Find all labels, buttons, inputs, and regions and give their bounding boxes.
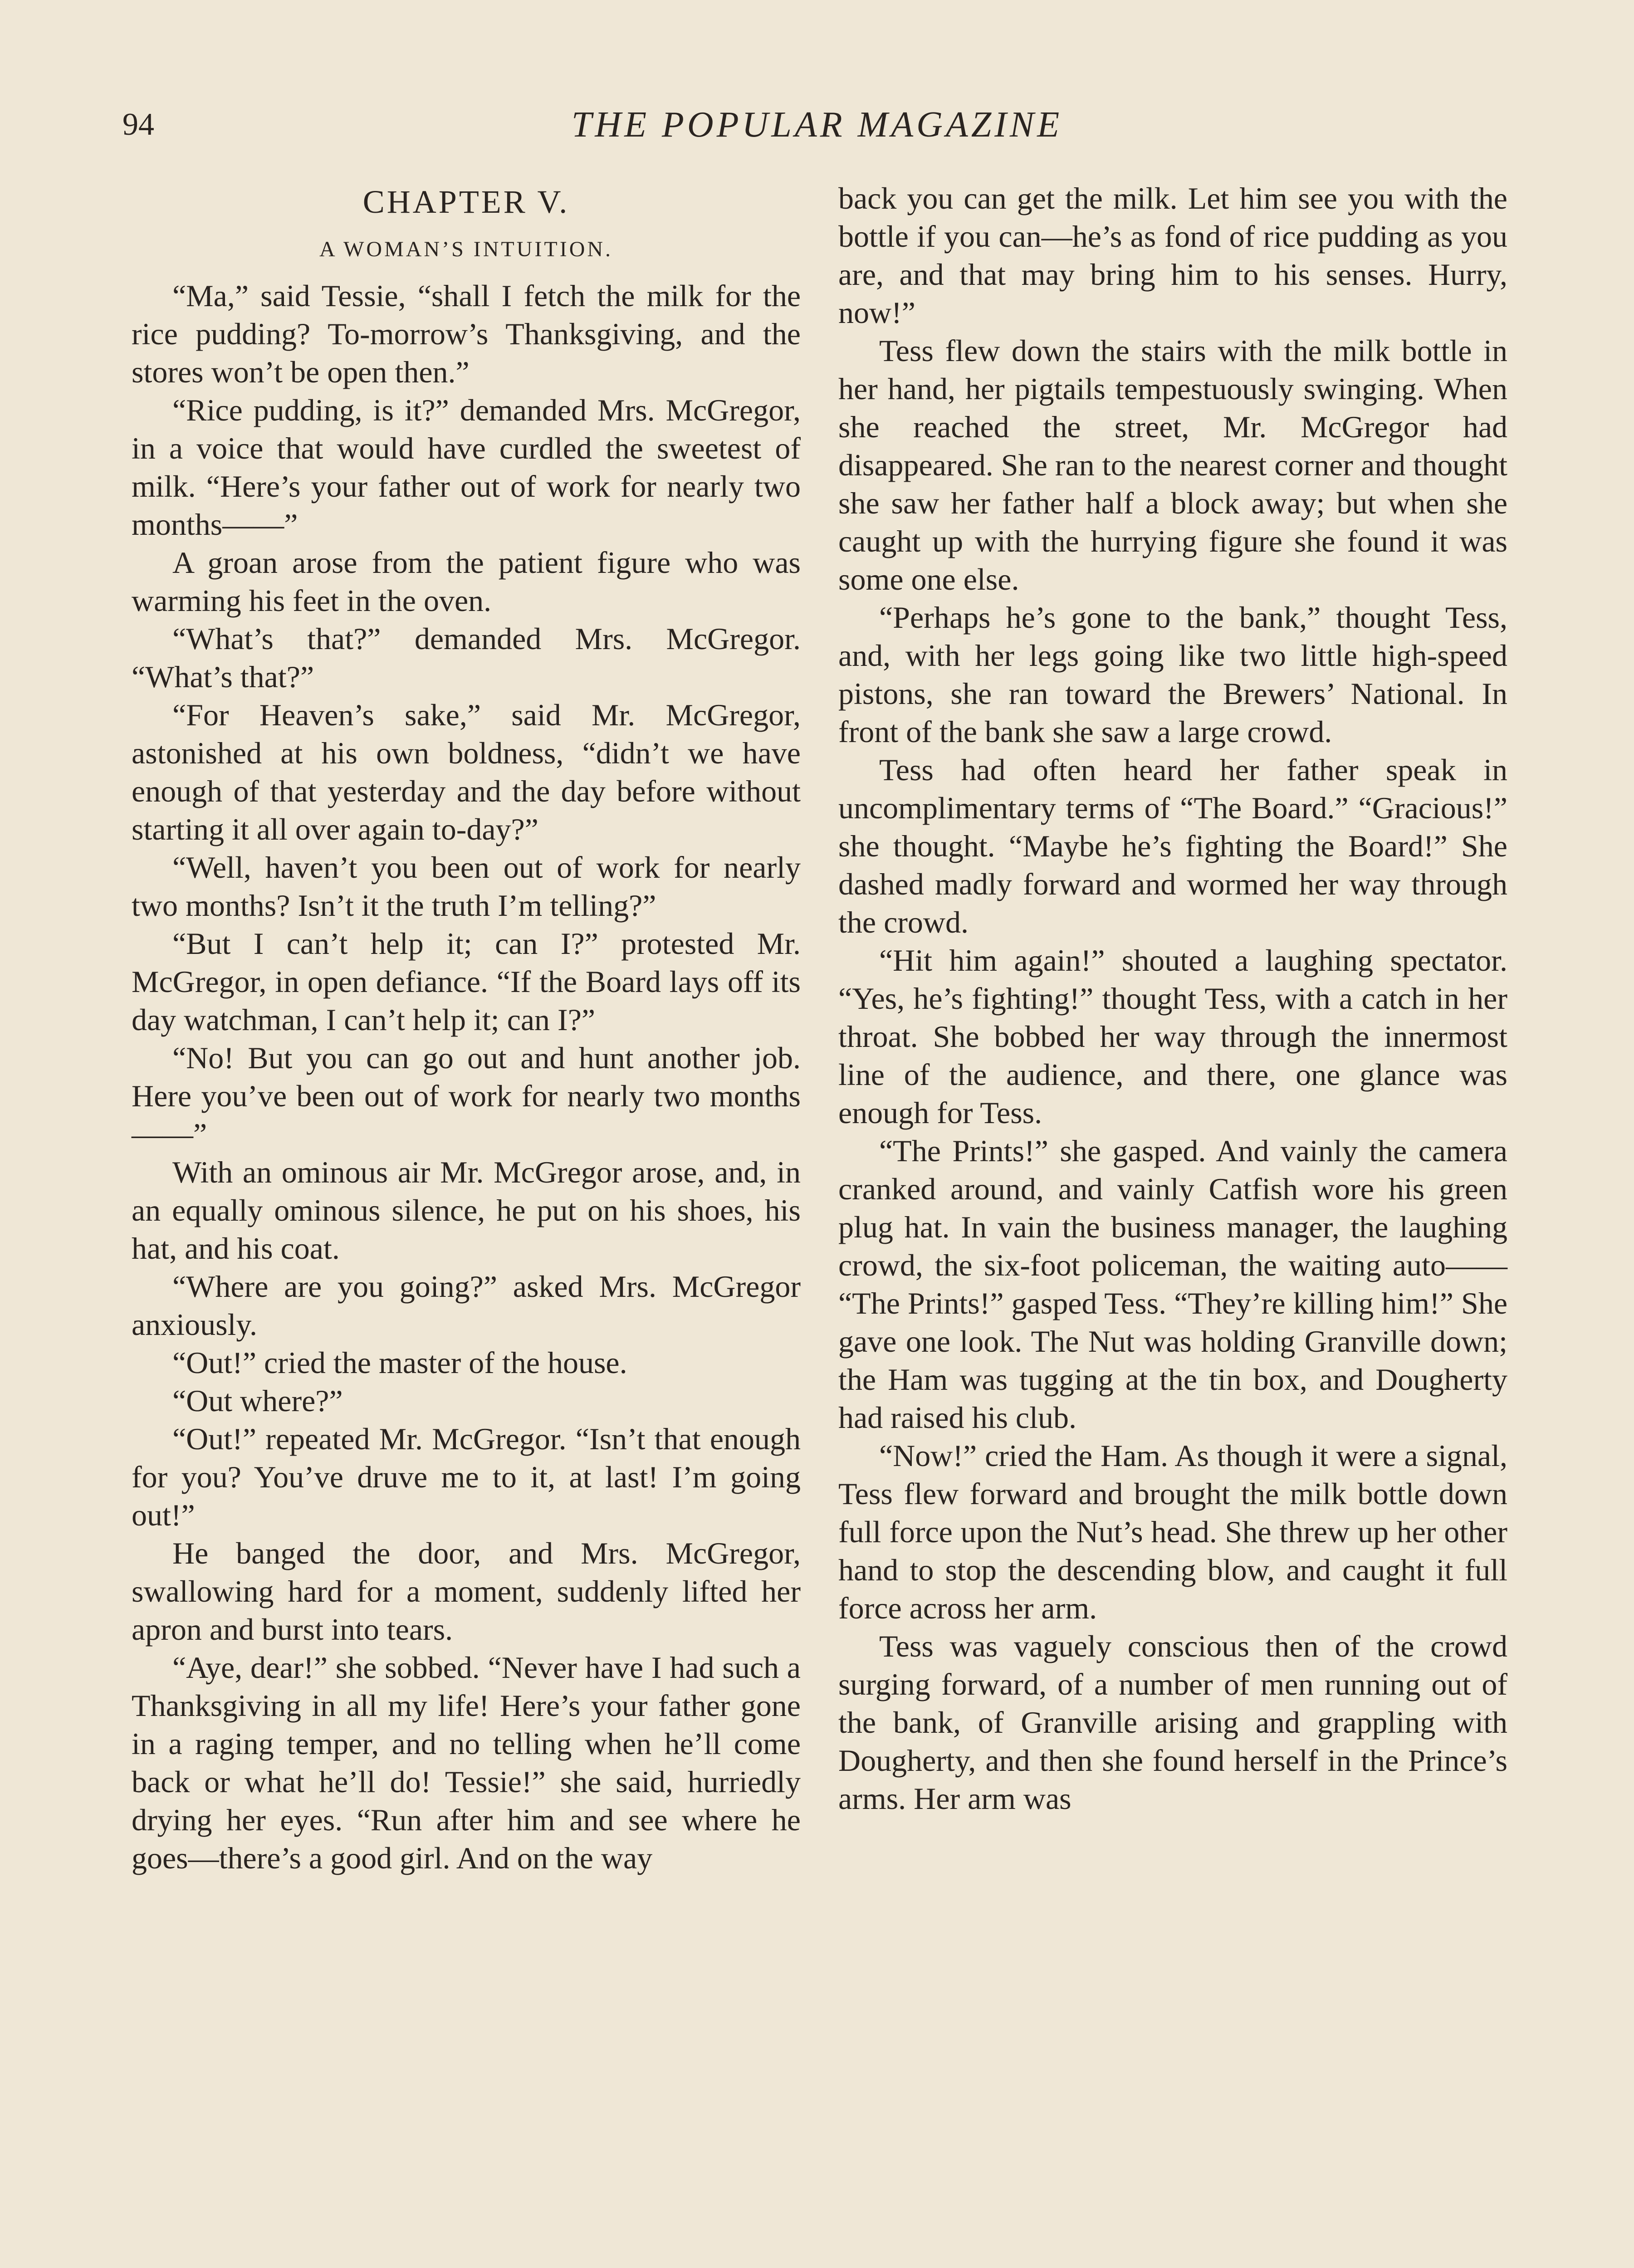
page-header — [0, 98, 1634, 152]
paragraph: “Ma,” said Tessie, “shall I fetch the milk for the rice pudding? To-morrow’s Thanksgiving, and the stores won’t be open then.” — [132, 279, 801, 389]
paragraph: “Hit him again!” shouted a laughing spectator. “Yes, he’s fighting!” thought Tess, with a catch in her throat. She bobbed her way through the innermost line of the audience, and there, one glance was enough for Tess. — [838, 943, 1507, 1130]
paragraph: “Perhaps he’s gone to the bank,” thought Tess, and, with her legs going like two little high-speed pistons, she ran toward the Brewers’ National. In front of the bank she saw a large crowd. — [838, 600, 1507, 749]
paragraph: “For Heaven’s sake,” said Mr. McGregor, astonished at his own boldness, “didn’t we have enough of that yesterday and the day before without starting it all over again to-day?” — [132, 698, 801, 846]
paragraph: “Out where?” — [172, 1383, 343, 1418]
paragraph: “What’s that?” demanded Mrs. McGregor. “What’s that?” — [132, 621, 801, 694]
paragraph: “Out!” repeated Mr. McGregor. “Isn’t that enough for you? You’ve druve me to it, at last! I’m going out!” — [132, 1422, 801, 1532]
right-column — [838, 179, 1507, 1818]
page-number: 94 — [122, 107, 154, 142]
paragraph: He banged the door, and Mrs. McGregor, swallowing hard for a moment, suddenly lifted her apron and burst into tears. — [132, 1536, 801, 1647]
paragraph: “Well, haven’t you been out of work for nearly two months? Isn’t it the truth I’m telling?” — [132, 850, 801, 923]
paragraph: “Aye, dear!” she sobbed. “Never have I had such a Thanksgiving in all my life! Here’s your father gone in a raging temper, and no telling when he’ll come back or what he’ll do! Tessie!” she said, hurriedly drying her eyes. “Run after him and see where he goes—there’s a good girl. And on the way — [132, 1650, 801, 1875]
paragraph: “Where are you going?” asked Mrs. McGregor anxiously. — [132, 1269, 801, 1342]
paragraph: “No! But you can go out and hunt another job. Here you’ve been out of work for nearly two months——” — [132, 1041, 801, 1151]
paragraph: “Out!” cried the master of the house. — [172, 1345, 627, 1380]
paragraph: “The Prints!” she gasped. And vainly the camera cranked around, and vainly Catfish wore his green plug hat. In vain the business manager, the laughing crowd, the six-foot policeman, the waiting auto—— “The Prints!” gasped Tess. “They’re killing him!” She gave one look. The Nut was holding Granville down; the Ham was tugging at the tin box, and Dougherty had raised his club. — [838, 1134, 1507, 1435]
paragraph: “Rice pudding, is it?” demanded Mrs. McGregor, in a voice that would have curdled the sweetest of milk. “Here’s your father out of work for nearly two months——” — [132, 393, 801, 542]
running-head: THE POPULAR MAGAZINE — [571, 105, 1063, 145]
paragraph: With an ominous air Mr. McGregor arose, and, in an equally ominous silence, he put on his shoes, his hat, and his coat. — [132, 1155, 801, 1266]
paragraph: A groan arose from the patient figure who was warming his feet in the oven. — [132, 545, 801, 618]
paragraph-continued: back you can get the milk. Let him see you with the bottle if you can—he’s as fond of rice pudding as you are, and that may bring him to his senses. Hurry, now!” — [838, 181, 1507, 330]
chapter-subtitle: A WOMAN’S INTUITION. — [319, 237, 613, 261]
paragraph: Tess had often heard her father speak in uncomplimentary terms of “The Board.” “Gracious!” she thought. “Maybe he’s fighting the Board!” She dashed madly forward and wormed her way through the crowd. — [838, 753, 1507, 939]
paragraph: Tess was vaguely conscious then of the crowd surging forward, of a number of men running out of the bank, of Granville arising and grappling with Dougherty, and then she found herself in the Prince’s arms. Her arm was — [838, 1629, 1507, 1816]
paragraph: “Now!” cried the Ham. As though it were a signal, Tess flew forward and brought the milk bottle down full force upon the Nut’s head. She threw up her other hand to stop the descending blow, and caught it full force across her arm. — [838, 1438, 1507, 1625]
left-column — [132, 179, 801, 1877]
paragraph: Tess flew down the stairs with the milk bottle in her hand, her pigtails tempestuously swinging. When she reached the street, Mr. McGregor had disappeared. She ran to the nearest corner and thought she saw her father half a block away; but when she caught up with the hurrying figure she found it was some one else. — [838, 333, 1507, 596]
chapter-title: CHAPTER V. — [362, 184, 570, 220]
paragraph: “But I can’t help it; can I?” protested Mr. McGregor, in open defiance. “If the Board lays off its day watchman, I can’t help it; can I?” — [132, 926, 801, 1037]
